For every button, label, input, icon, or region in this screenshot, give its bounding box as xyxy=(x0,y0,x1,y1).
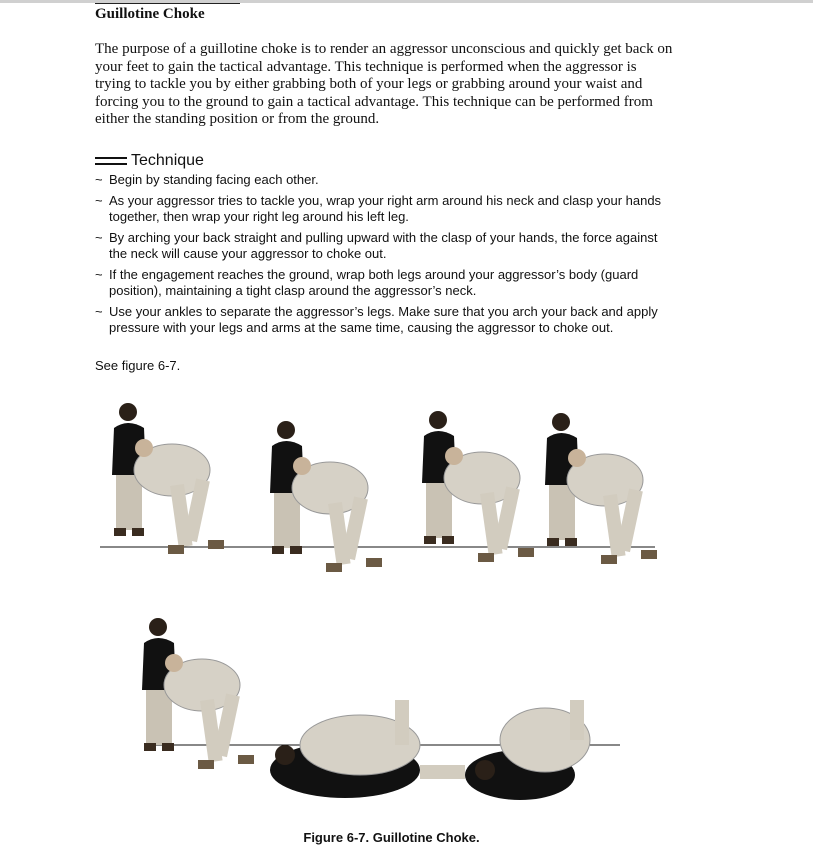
step-text: If the engagement reaches the ground, wrap both legs around your aggressor’s body (guard position), maintaining a tight clasp around the aggressor’s neck. xyxy=(109,267,639,298)
intro-paragraph: The purpose of a guillotine choke is to render an aggressor unconscious and quickly get back on your feet to gain the tactical advantage. This technique is performed when the aggressor is trying to tackle you by either grabbing both of your legs or grabbing around your waist and forcing you to the ground to gain a tactical advantage. This technique can be performed from either the standing position or from the ground. xyxy=(95,41,673,127)
step-text: By arching your back straight and pulling upward with the clasp of your hands, the force against the neck will cause your aggressor to choke out. xyxy=(109,230,658,261)
technique-heading-text: Technique xyxy=(131,152,204,169)
see-figure-text: See figure 6-7. xyxy=(95,358,181,373)
photo-step-3 xyxy=(422,411,534,562)
tilde-bullet-icon: ~ xyxy=(95,172,103,187)
photo-step-2 xyxy=(270,421,382,572)
tilde-bullet-icon: ~ xyxy=(95,193,103,208)
photo-step-6 xyxy=(270,700,465,798)
figure-caption: Figure 6-7. Guillotine Choke. xyxy=(303,830,480,845)
photo-row-1 xyxy=(100,403,657,572)
step-text: Begin by standing facing each other. xyxy=(109,172,319,187)
section-title: Guillotine Choke xyxy=(95,6,205,22)
tilde-bullet-icon: ~ xyxy=(95,304,103,319)
tilde-bullet-icon: ~ xyxy=(95,267,103,282)
photo-step-5 xyxy=(142,618,254,769)
step-text: As your aggressor tries to tackle you, wrap your right arm around his neck and clasp your hands together, then wrap your right leg around his left leg. xyxy=(109,193,662,224)
photo-row-2 xyxy=(142,618,620,800)
tilde-bullet-icon: ~ xyxy=(95,230,103,245)
step-text: Use your ankles to separate the aggressor’s legs. Make sure that you arch your back and apply pressure with your legs and arms at the same time, causing the aggressor to choke out. xyxy=(109,304,658,335)
photo-step-7 xyxy=(465,700,590,800)
photo-step-4 xyxy=(545,413,657,564)
photo-step-1 xyxy=(112,403,224,554)
